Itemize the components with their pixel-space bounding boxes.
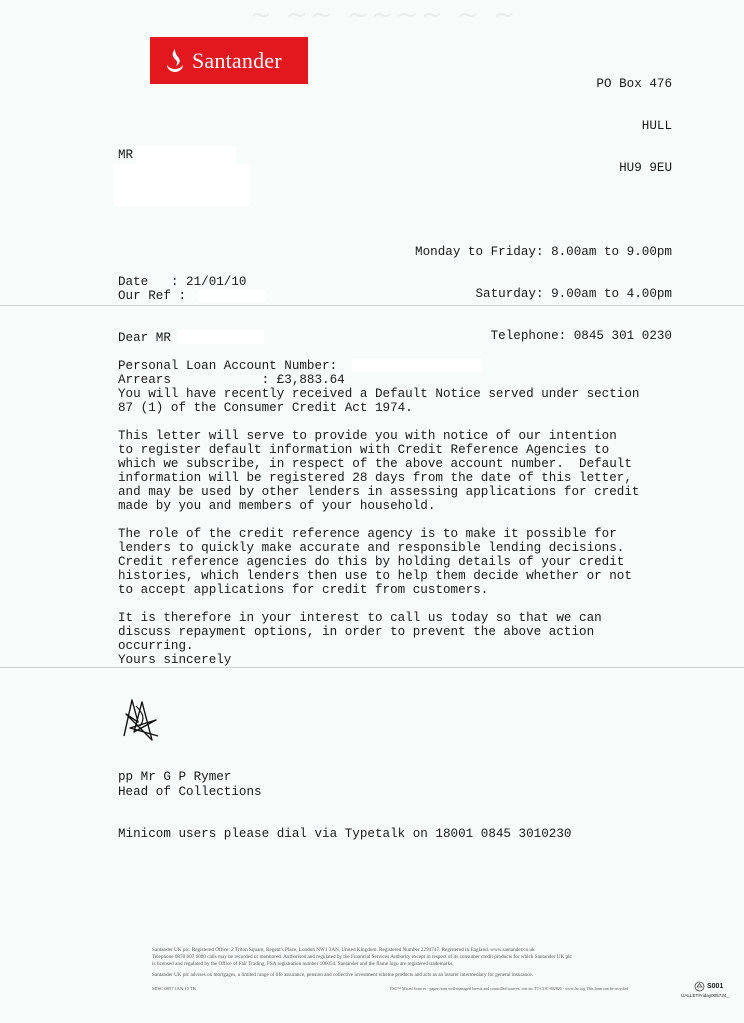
recipient-name: MR — [118, 148, 134, 162]
footer-line: Santander UK plc. Registered Office: 2 Triton Square, Regent's Place, London NW1 3AN, United Kingdom. Registered Number 2294747. Registered in England. www.santander.co.uk — [152, 947, 535, 953]
telephone: Telephone: 0845 301 0230 — [490, 329, 672, 343]
signature — [112, 692, 168, 748]
return-address — [596, 49, 672, 189]
paragraph-default-notice: You will have recently received a Default Notice served under section 87 (1) of the Consumer Credit Act 1974. — [118, 387, 640, 415]
fold-line — [0, 667, 744, 668]
arrears-line: Arrears : £3,883.64 — [118, 373, 345, 387]
footer-line: is licensed and regulated by the Office of Fair Trading. FSA registration number 106054. Santander and the flame logo are registered trademarks. — [152, 961, 454, 967]
closing: Yours sincerely — [118, 653, 232, 667]
our-ref-line: Our Ref : — [118, 289, 194, 303]
address-line: HU9 9EU — [619, 161, 672, 175]
footer-line: Telephone 0870 607 6000 calls may be recorded or monitored. Authorised and regulated by the Financial Services Authority except in respect of its consumer credit products for which Santander UK plc — [152, 954, 572, 960]
account-number-label: Personal Loan Account Number: — [118, 359, 338, 373]
footer-line: Santander UK plc advises on mortgages, a limited range of life assurance, pension and collective investment scheme products and acts as an insurer intermediary for general insurance. — [152, 972, 534, 978]
hours-weekday: Monday to Friday: 8.00am to 9.00pm — [415, 245, 672, 259]
recycle-icon — [694, 981, 705, 992]
redacted-account-number — [352, 358, 482, 372]
flame-icon — [164, 48, 186, 74]
signatory-name: pp Mr G P Rymer — [118, 770, 232, 784]
greeting: Dear MR — [118, 331, 171, 345]
paragraph-credit-agency: The role of the credit reference agency is to make it possible for lenders to quickly make accurate and responsible lending decisions. Credit reference agencies do this by holding details of your credit histories, which lenders then use to help them decide whether or not to accept applications for credit from customers. — [118, 527, 632, 597]
signatory-title: Head of Collections — [118, 785, 262, 799]
paragraph-call-us: It is therefore in your interest to call us today so that we can discuss repayment options, in order to prevent the above action occurring. — [118, 611, 602, 653]
brand-name: Santander — [192, 47, 282, 73]
redacted-address — [114, 146, 250, 206]
paragraph-intention: This letter will serve to provide you with notice of our intention to register default information with Credit Reference Agencies to which we subscribe, in respect of the above account number. Default information will be registered 28 days from the date of this letter, and may be used by other lenders in assessing applications for credit made by you and members of your household. — [118, 429, 640, 513]
hours-saturday: Saturday: 9.00am to 4.00pm — [475, 287, 672, 301]
minicom-note: Minicom users please dial via Typetalk on 18001 0845 3010230 — [118, 827, 572, 841]
santander-logo — [150, 37, 308, 84]
batch-code: UALLETFriday005724_ — [681, 993, 730, 998]
address-line: PO Box 476 — [596, 77, 672, 91]
fsc-notice: FSC™ Mixed Sources - paper from well-managed forests and controlled sources. cert no. TT-COC-002825 - www.fsc.org This form can be recycled — [390, 986, 629, 991]
address-line: HULL — [641, 119, 672, 133]
opening-hours — [415, 217, 672, 357]
form-code: MISC 0857 JAN 10 TB — [152, 986, 196, 991]
redacted-reference — [198, 290, 266, 302]
form-number: S001 — [707, 983, 724, 990]
handwritten-scribble: ~ ~~ ~~~~ ~ ~ — [250, 0, 519, 30]
redacted-name — [178, 330, 264, 344]
date-line: Date : 21/01/10 — [118, 275, 247, 289]
fold-line — [0, 305, 744, 306]
